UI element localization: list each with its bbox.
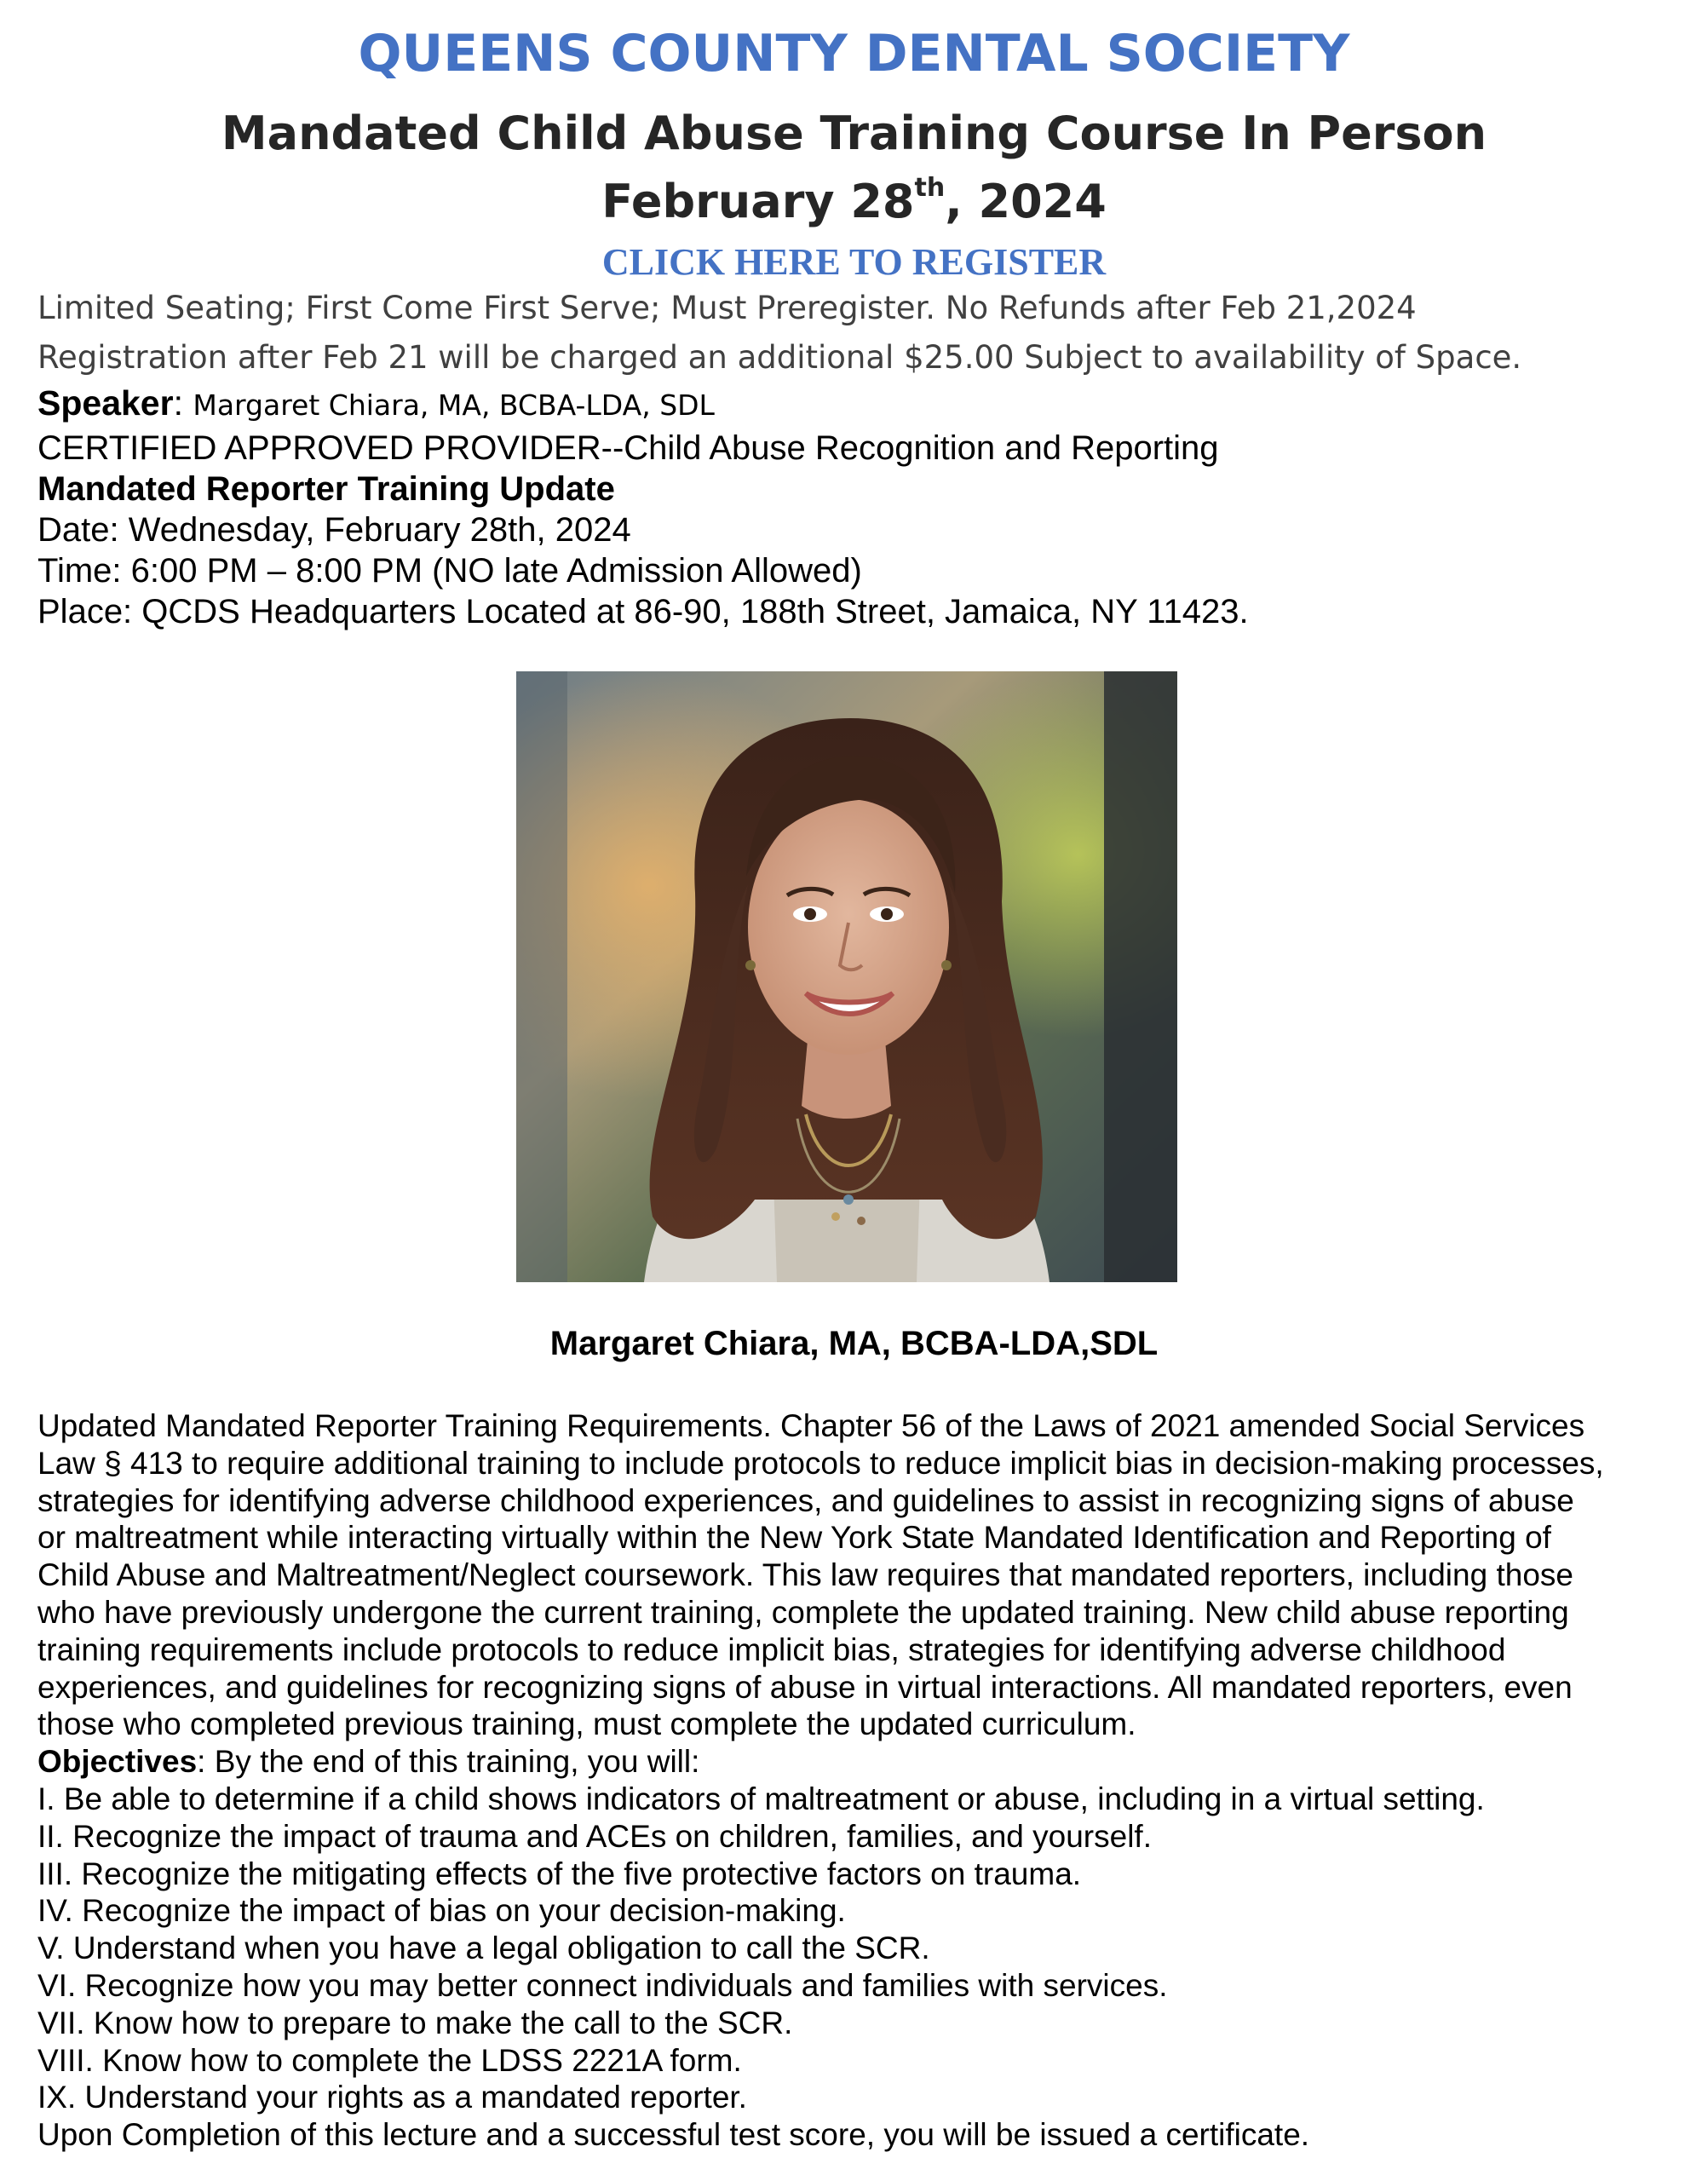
objectives-intro: : By the end of this training, you will: [197,1744,700,1780]
event-date-heading [0,175,1708,228]
objective-item: IV. Recognize the impact of bias on your decision-making. [37,1893,846,1929]
description-line: or maltreatment while interacting virtually within the New York State Mandated Identification and Reporting of [37,1520,1551,1556]
event-place: Place: QCDS Headquarters Located at 86-90, 188th Street, Jamaica, NY 11423. [37,593,1249,630]
speaker-separator: : [173,383,193,423]
description-line: training requirements include protocols to reduce implicit bias, strategies for identifying adverse childhood [37,1631,1506,1667]
notice-line-seating: Limited Seating; First Come First Serve; Must Preregister. No Refunds after Feb 21,2024 [37,290,1417,326]
register-link[interactable]: CLICK HERE TO REGISTER [601,241,1107,283]
provider-line: CERTIFIED APPROVED PROVIDER--Child Abuse Recognition and Reporting [37,429,1219,467]
speaker-photo [516,671,1177,1282]
objective-item: VI. Recognize how you may better connect individuals and families with services. [37,1967,1168,2003]
course-title: Mandated Child Abuse Training Course In Person [221,106,1487,160]
objective-item: I. Be able to determine if a child shows indicators of maltreatment or abuse, including in a virtual setting. [37,1781,1485,1816]
date-suffix: th [914,173,946,203]
objective-item: II. Recognize the impact of trauma and ACEs on children, families, and yourself. [37,1818,1152,1854]
objectives-heading [37,1743,1682,1781]
objective-item: VIII. Know how to complete the LDSS 2221A form. [37,2042,742,2078]
speaker-line [37,383,715,423]
description-line: strategies for identifying adverse childhood experiences, and guidelines to assist in recognizing signs of abuse [37,1482,1574,1518]
description-line: experiences, and guidelines for recognizing signs of abuse in virtual interactions. All mandated reporters, even [37,1669,1573,1705]
description-line: those who completed previous training, must complete the updated curriculum. [37,1706,1136,1742]
description-section [37,1407,1682,2154]
description-line: Child Abuse and Maltreatment/Neglect coursework. This law requires that mandated reporters, including those [37,1557,1573,1593]
objectives-label: Objectives [37,1744,198,1780]
date-main: February 28 [601,175,915,228]
description-line: Law § 413 to require additional training to include protocols to reduce implicit bias in decision-making processes, [37,1445,1604,1481]
objective-item: III. Recognize the mitigating effects of the five protective factors on trauma. [37,1856,1082,1891]
description-line: who have previously undergone the current training, complete the updated training. New child abuse reporting [37,1594,1569,1630]
objective-item: IX. Understand your rights as a mandated reporter. [37,2080,747,2115]
speaker-name: Margaret Chiara, MA, BCBA-LDA, SDL [193,388,715,422]
organization-title: QUEENS COUNTY DENTAL SOCIETY [358,24,1350,83]
photo-caption: Margaret Chiara, MA, BCBA-LDA,SDL [549,1325,1159,1362]
event-date: Date: Wednesday, February 28th, 2024 [37,511,631,549]
training-title: Mandated Reporter Training Update [37,470,615,508]
date-year: , 2024 [945,175,1107,228]
description-line: Updated Mandated Reporter Training Requirements. Chapter 56 of the Laws of 2021 amended Social Services [37,1408,1585,1443]
speaker-label: Speaker [37,383,174,423]
objective-item: VII. Know how to prepare to make the call to the SCR. [37,2005,793,2040]
notice-line-late-fee: Registration after Feb 21 will be charged an additional $25.00 Subject to availability of Space. [37,339,1522,376]
event-time: Time: 6:00 PM – 8:00 PM (NO late Admission Allowed) [37,552,862,590]
certificate-note: Upon Completion of this lecture and a successful test score, you will be issued a certificate. [37,2117,1310,2153]
objective-item: V. Understand when you have a legal obligation to call the SCR. [37,1931,930,1966]
